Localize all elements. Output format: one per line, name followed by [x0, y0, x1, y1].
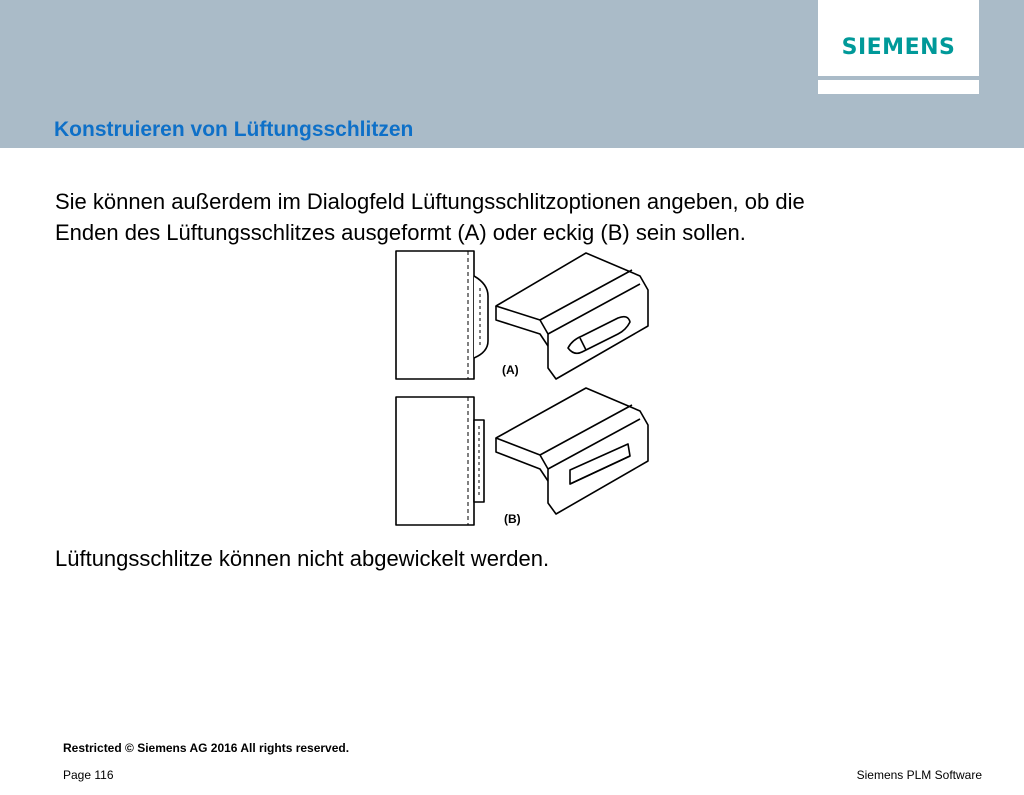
- siemens-logo: SIEMENS: [841, 35, 956, 60]
- label-b: (B): [504, 512, 521, 526]
- paragraph-1-line-2: Enden des Lüftungsschlitzes ausgeformt (A) oder eckig (B) sein sollen.: [55, 220, 746, 245]
- vent-figure: [390, 248, 660, 533]
- paragraph-1: [55, 186, 955, 248]
- logo-underline: [818, 80, 979, 94]
- side-view-b: [396, 397, 484, 525]
- footer-page-number: Page 116: [63, 768, 114, 782]
- label-a: (A): [502, 363, 519, 377]
- paragraph-1-line-1: Sie können außerdem im Dialogfeld Lüftungsschlitzoptionen angeben, ob die: [55, 189, 805, 214]
- slide-title: Konstruieren von Lüftungsschlitzen: [54, 118, 414, 141]
- footer-company: Siemens PLM Software: [856, 768, 982, 782]
- bracket-b: [496, 388, 648, 514]
- side-view-a: [396, 251, 488, 379]
- paragraph-2: Lüftungsschlitze können nicht abgewickelt werden.: [55, 546, 550, 571]
- bracket-a: [496, 253, 648, 379]
- footer-restricted: Restricted © Siemens AG 2016 All rights reserved.: [63, 741, 350, 755]
